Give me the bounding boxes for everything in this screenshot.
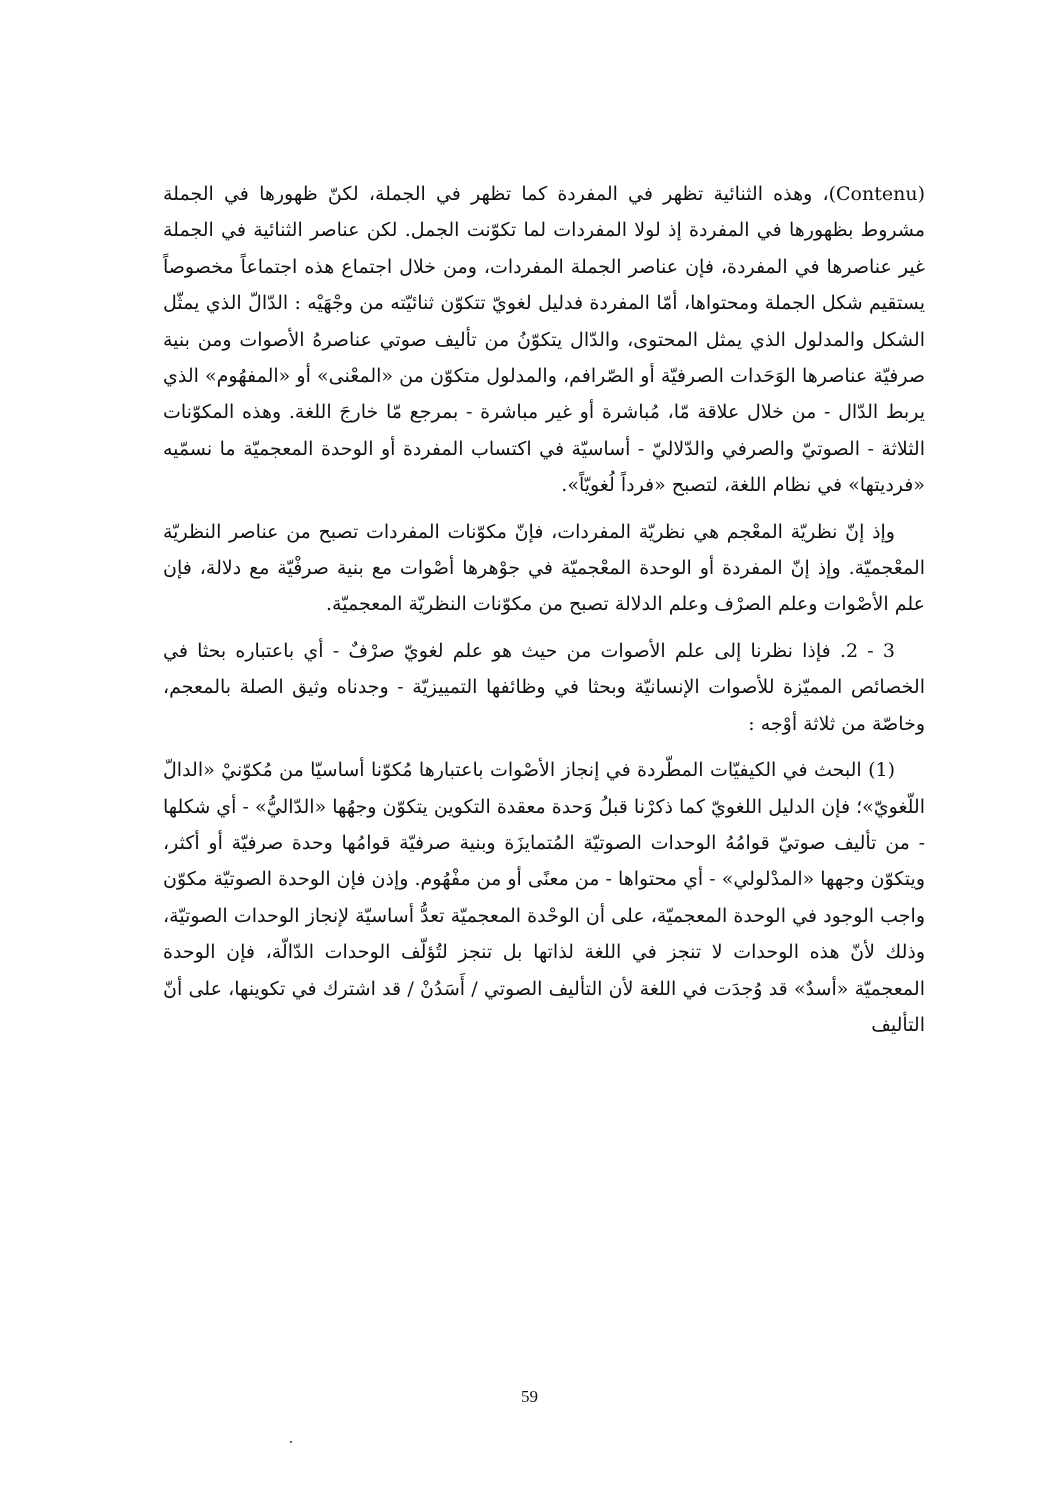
paragraph-3: 3 - 2. فإذا نظرنا إلى علم الأصوات من حيث هو علم لغويّ صرْفٌ - أي باعتباره بحثا في الخصائص المميّزة للأصوات الإنسانيّة وبحثا في وظائفها التمييزيّة - وجدناه وثيق الصلة بالمعجم، وخاصّة من ثلاثة أوْجه : — [163, 639, 925, 735]
page-number: 59 — [521, 1387, 538, 1406]
body-text — [163, 176, 925, 1043]
paragraph-4: (1) البحث في الكيفيّات المطّردة في إنجاز الأصْوات باعتبارها مُكوّنا أساسيّا من مُكوّنيْ «الدالّ اللّغويّ»؛ فإن الدليل اللغويّ كما ذكرْنا قبلُ وَحدة معقدة التكوين يتكوّن وجهُها «الدّاليُّ» - أي شكلها - من تأليف صوتيّ قوامُهُ الوحدات الصوتيّة المُتمايزَة وبنية صرفيّة قوامُها وحدة صرفيّة أو أكثر، ويتكوّن وجهها «المدْلولي» - أي محتواها - من معنًى أو من مفْهُوم. وإذن فإن الوحدة الصوتيّة مكوّن واجب الوجود في الوحدة المعجميّة، على أن الوحْدة المعجميّة تعدُّ أساسيّة لإنجاز الوحدات الصوتيّة، وذلك لأنّ هذه الوحدات لا تنجز في اللغة لذاتها بل تنجز لتُؤلّف الوحدات الدّالّة، فإن الوحدة المعجميّة «أسدٌ» قد وُجدَت في اللغة لأن التأليف الصوتي / أَسَدُنْ / قد اشترك في تكوينها، على أنّ التأليف — [163, 759, 925, 1036]
paragraph-2: وإذ إنّ نظريّة المعْجم هي نظريّة المفردات، فإنّ مكوّنات المفردات تصبح من عناصر النظريّة المعْجميّة. وإذ إنّ المفردة أو الوحدة المعْجميّة في جوْهرها أصْوات مع بنية صرفْيّة مع دلالة، فإن علم الأصْوات وعلم الصرْف وعلم الدلالة تصبح من مكوّنات النظريّة المعجميّة. — [163, 520, 925, 616]
paragraph-1: (Contenu)، وهذه الثنائية تظهر في المفردة كما تظهر في الجملة، لكنّ ظهورها في الجملة مشروط بظهورها في المفردة إذ لولا المفردات لما تكوّنت الجمل. لكن عناصر الثنائية في الجملة غير عناصرها في المفردة، فإن عناصر الجملة المفردات، ومن خلال اجتماع هذه اجتماعاً مخصوصاً يستقيم شكل الجملة ومحتواها، أمّا المفردة فدليل لغويّ تتكوّن ثنائيّته من وجْهَيْه : الدّالّ الذي يمثّل الشكل والمدلول الذي يمثل المحتوى، والدّال يتكوّنُ من تأليف صوتي عناصرهُ الأصوات ومن بنية صرفيّة عناصرها الوَحَدات الصرفيّة أو الصّرافم، والمدلول متكوّن من «المعْنى» أو «المفهُوم» الذي يربط الدّال - من خلال علاقة مّا، مُباشرة أو غير مباشرة - بمرجع مّا خارجَ اللغة. وهذه المكوّنات الثلاثة - الصوتيّ والصرفي والدّلاليّ - أساسيّة في اكتساب المفردة أو الوحدة المعجميّة ما نسمّيه «فرديتها» في نظام اللغة، لتصبح «فرداً لُغويّاً». — [163, 183, 925, 497]
scan-speck — [290, 1441, 292, 1443]
